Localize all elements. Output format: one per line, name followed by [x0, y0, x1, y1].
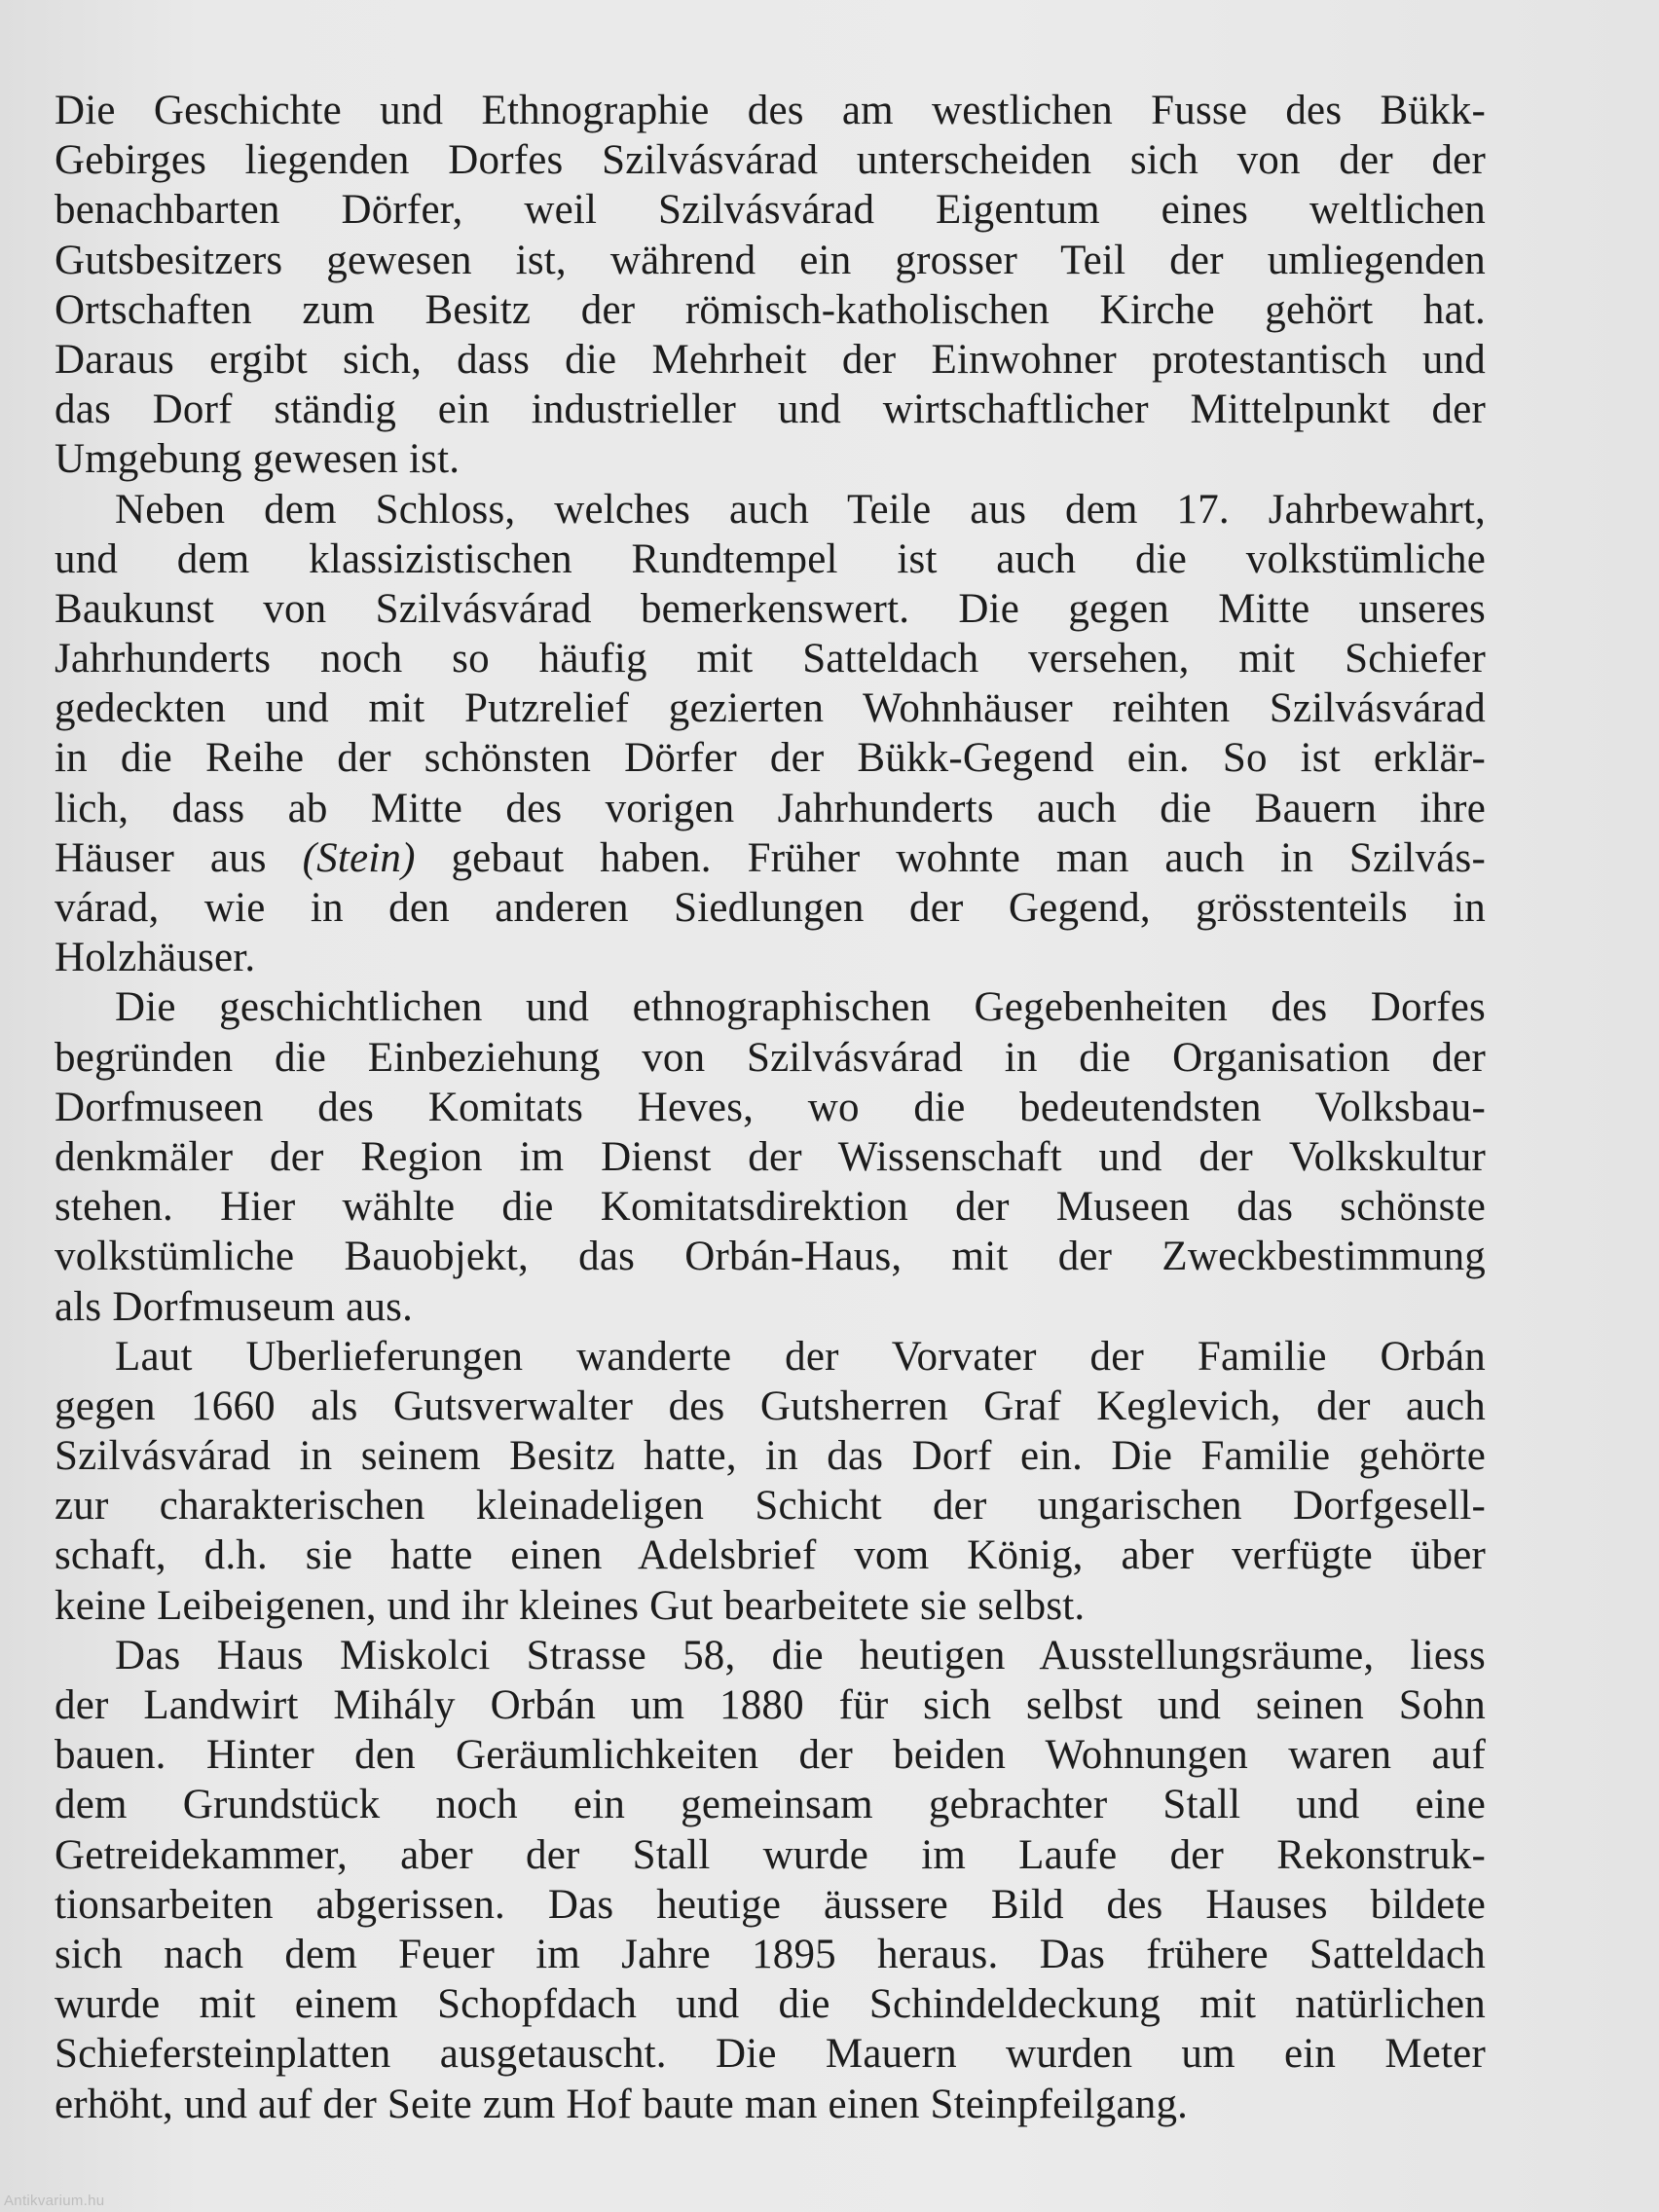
text-line: Laut Uberlieferungen wanderte der Vorvater der Familie Orbán: [115, 1333, 1486, 1380]
text-line: Die Geschichte und Ethnographie des am westlichen Fusse des Bükk-: [55, 88, 1486, 133]
text-line: Das Haus Miskolci Strasse 58, die heutigen Ausstellungsräume, liess: [115, 1632, 1486, 1678]
text-line: várad, wie in den anderen Siedlungen der Gegend, grösstenteils in: [55, 885, 1486, 931]
text-line: Gutsbesitzers gewesen ist, während ein grosser Teil der umliegenden: [55, 237, 1486, 283]
text-line: denkmäler der Region im Dienst der Wissenschaft und der Volkskultur: [55, 1133, 1486, 1180]
text-line: das Dorf ständig ein industrieller und wirtschaftlicher Mittelpunkt der: [55, 387, 1486, 433]
text-line: Baukunst von Szilvásvárad bemerkenswert. Die gegen Mitte unseres: [55, 585, 1486, 632]
text-line: erhöht, und auf der Seite zum Hof baute man einen Steinpfeilgang.: [55, 2081, 1189, 2127]
text-line: Dorfmuseen des Komitats Heves, wo die bedeutendsten Volksbau-: [55, 1084, 1486, 1130]
paragraph: [55, 982, 1486, 1331]
text-line: sich nach dem Feuer im Jahre 1895 heraus. Das frühere Satteldach: [55, 1931, 1486, 1977]
text-line: als Dorfmuseum aus.: [55, 1283, 414, 1330]
emphasized-word: (Stein): [302, 834, 416, 881]
paragraph: [55, 485, 1486, 983]
body-text: [55, 86, 1486, 2129]
text-line: keine Leibeigenen, und ihr kleines Gut bearbeitete sie selbst.: [55, 1582, 1086, 1629]
text-line: Holzhäuser.: [55, 935, 256, 981]
text-line: Ortschaften zum Besitz der römisch-katholischen Kirche gehört hat.: [55, 286, 1486, 333]
text-line: Umgebung gewesen ist.: [55, 436, 461, 483]
text-line: begründen die Einbeziehung von Szilvásvárad in die Organisation der: [55, 1034, 1486, 1081]
text-line: volkstümliche Bauobjekt, das Orbán-Haus, mit der Zweckbestimmung: [55, 1234, 1486, 1280]
text-line: Daraus ergibt sich, dass die Mehrheit der Einwohner protestantisch und: [55, 336, 1486, 383]
paragraph: [55, 86, 1486, 485]
text-line: tionsarbeiten abgerissen. Das heutige äussere Bild des Hauses bildete: [55, 1881, 1486, 1928]
text-line: benachbarten Dörfer, weil Szilvásvárad Eigentum eines weltlichen: [55, 187, 1486, 234]
text-line: bauen. Hinter den Geräumlichkeiten der beiden Wohnungen waren auf: [55, 1732, 1486, 1779]
text-line: schaft, d.h. sie hatte einen Adelsbrief vom König, aber verfügte über: [55, 1532, 1486, 1579]
text-line: stehen. Hier wählte die Komitatsdirektion der Museen das schönste: [55, 1184, 1486, 1231]
text-line: Gebirges liegenden Dorfes Szilvásvárad unterscheiden sich von der der: [55, 137, 1486, 184]
paragraph: [55, 1631, 1486, 2129]
text-line: gegen 1660 als Gutsverwalter des Gutsherren Graf Keglevich, der auch: [55, 1382, 1486, 1429]
text-line: Getreidekammer, aber der Stall wurde im Laufe der Rekonstruk-: [55, 1831, 1486, 1878]
text-line: und dem klassizistischen Rundtempel ist auch die volkstümliche: [55, 535, 1486, 582]
text-line: Jahrhunderts noch so häufig mit Satteldach versehen, mit Schiefer: [55, 636, 1486, 682]
watermark: Antikvarium.hu: [4, 2193, 105, 2209]
text-line: in die Reihe der schönsten Dörfer der Bükk-Gegend ein. So ist erklär-: [55, 735, 1486, 782]
text-line: lich, dass ab Mitte des vorigen Jahrhunderts auch die Bauern ihre: [55, 785, 1486, 831]
text-line: Neben dem Schloss, welches auch Teile aus dem 17. Jahrbewahrt,: [115, 486, 1486, 533]
text-line: dem Grundstück noch ein gemeinsam gebrachter Stall und eine: [55, 1782, 1486, 1828]
text-line: der Landwirt Mihály Orbán um 1880 für sich selbst und seinen Sohn: [55, 1682, 1486, 1728]
text-line: Die geschichtlichen und ethnographischen Gegebenheiten des Dorfes: [115, 984, 1486, 1031]
text-line: Szilvásvárad in seinem Besitz hatte, in das Dorf ein. Die Familie gehörte: [55, 1433, 1486, 1480]
text-line: wurde mit einem Schopfdach und die Schindeldeckung mit natürlichen: [55, 1981, 1486, 2028]
text-line: Häuser aus (Stein) gebaut haben. Früher wohnte man auch in Szilvás-: [55, 834, 1487, 881]
text-line: zur charakterischen kleinadeligen Schicht der ungarischen Dorfgesell-: [55, 1483, 1486, 1530]
paragraph: [55, 1332, 1486, 1631]
text-line: gedeckten und mit Putzrelief gezierten Wohnhäuser reihten Szilvásvárad: [55, 685, 1486, 732]
text-line: Schiefersteinplatten ausgetauscht. Die Mauern wurden um ein Meter: [55, 2031, 1486, 2078]
